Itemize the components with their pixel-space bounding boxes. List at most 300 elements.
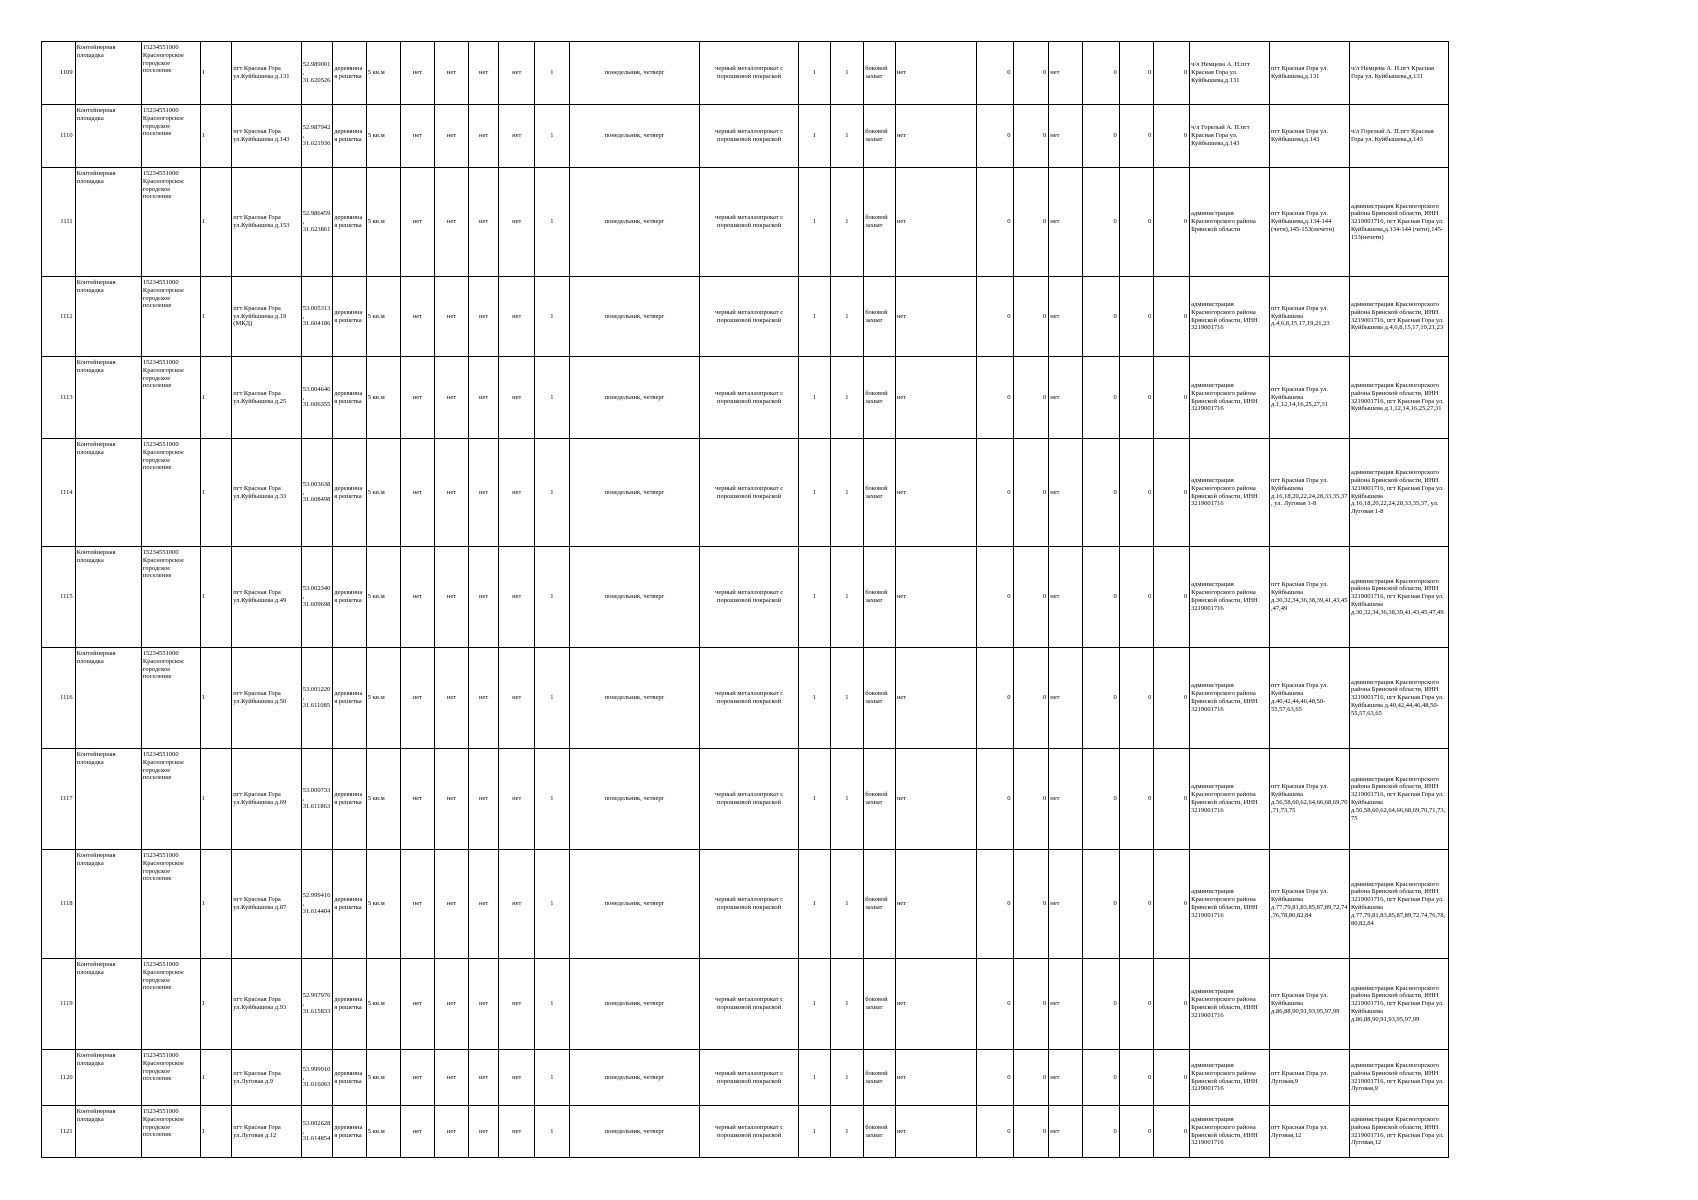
separate-collection-cell: нет	[895, 547, 976, 648]
container-count-cell: 1	[535, 850, 570, 959]
container-count-cell: 1	[535, 1050, 570, 1106]
zero-cell-3: 0	[1082, 357, 1119, 439]
coordinates-cell: 53.005313, 31.604186	[301, 277, 333, 357]
container-volume-cell: 1	[830, 439, 864, 547]
zero-cell-3: 0	[1082, 1050, 1119, 1106]
site-type-cell: Контейнерная площадка	[75, 1106, 141, 1158]
zero-cell-4: 0	[1119, 1106, 1154, 1158]
row-number: 1113	[42, 357, 76, 439]
flag-cell-1: нет	[400, 277, 435, 357]
zero-cell-3: 0	[1082, 105, 1119, 168]
separate-collection-cell: нет	[895, 959, 976, 1050]
collection-schedule-cell: понедельник, четверг	[569, 277, 699, 357]
owner-cell: администрация Красногорского района Брянской области, ИНН 3219001716	[1190, 648, 1270, 749]
coordinates-cell: 52.986459, 31.623861	[301, 168, 333, 277]
separate-collection-cell: нет	[895, 105, 976, 168]
site-type-cell: Контейнерная площадка	[75, 277, 141, 357]
zero-cell-1: 0	[976, 357, 1013, 439]
container-count-cell: 1	[535, 1106, 570, 1158]
row-number: 1109	[42, 42, 76, 105]
flag-cell-2: нет	[435, 959, 469, 1050]
owner-cell: ч/л Немцева А. Н.пгт Красная Гора ул. Куйбышева,д.131	[1190, 42, 1270, 105]
municipality-code-cell: 1	[200, 749, 232, 850]
table-row	[42, 850, 1449, 959]
flag-cell-2: нет	[435, 439, 469, 547]
zero-cell-5: 0	[1154, 1050, 1190, 1106]
zero-cell-3: 0	[1082, 42, 1119, 105]
municipality-cell: 15234551000 Красногорское городское поселение	[141, 547, 200, 648]
container-quantity-cell: 1	[799, 1106, 831, 1158]
flag-cell-3: нет	[468, 168, 498, 277]
capture-type-cell: боковой захват	[864, 168, 896, 277]
flag-cell-3: нет	[468, 1106, 498, 1158]
container-volume-cell: 1	[830, 277, 864, 357]
container-volume-cell: 1	[830, 547, 864, 648]
area-cell: 5 кв.м	[366, 439, 400, 547]
flag-cell-3: нет	[468, 357, 498, 439]
surface-cell: деревянная решетка	[333, 749, 367, 850]
zero-cell-1: 0	[976, 850, 1013, 959]
waste-source-cell: пгт Красная Гора ул. Куйбышева д.86,88,90,91,93,95,97,99	[1270, 959, 1350, 1050]
surface-cell: деревянная решетка	[333, 277, 367, 357]
flag-cell-5: нет	[1049, 749, 1083, 850]
container-material-cell: черный металлопрокат с порошковой покраской	[700, 648, 799, 749]
container-material-cell: черный металлопрокат с порошковой покраской	[700, 749, 799, 850]
zero-cell-2: 0	[1013, 850, 1049, 959]
container-volume-cell: 1	[830, 168, 864, 277]
flag-cell-1: нет	[400, 42, 435, 105]
zero-cell-3: 0	[1082, 648, 1119, 749]
surface-cell: деревянная решетка	[333, 168, 367, 277]
municipality-code-cell: 1	[200, 547, 232, 648]
municipality-code-cell: 1	[200, 168, 232, 277]
zero-cell-4: 0	[1119, 168, 1154, 277]
zero-cell-5: 0	[1154, 168, 1190, 277]
address-cell: пгт Красная Гора ул.Куйбышева д.93	[232, 959, 301, 1050]
municipality-code-cell: 1	[200, 648, 232, 749]
user-cell: ч/л Немцева А. Н.пгт Красная Гора ул. Куйбышева,д.131	[1349, 42, 1448, 105]
container-quantity-cell: 1	[799, 439, 831, 547]
container-count-cell: 1	[535, 749, 570, 850]
container-sites-registry-table	[41, 41, 1449, 1158]
site-type-cell: Контейнерная площадка	[75, 357, 141, 439]
owner-cell: администрация Красногорского района Брянской области, ИНН 3219001716	[1190, 959, 1270, 1050]
flag-cell-2: нет	[435, 168, 469, 277]
municipality-cell: 15234551000 Красногорское городское поселение	[141, 42, 200, 105]
flag-cell-2: нет	[435, 357, 469, 439]
collection-schedule-cell: понедельник, четверг	[569, 959, 699, 1050]
owner-cell: администрация Красногорского района Брянской области, ИНН 3219001716	[1190, 547, 1270, 648]
flag-cell-5: нет	[1049, 277, 1083, 357]
area-cell: 5 кв.м	[366, 357, 400, 439]
owner-cell: администрация Красногорского района Брянской области, ИНН 3219001716	[1190, 277, 1270, 357]
site-type-cell: Контейнерная площадка	[75, 42, 141, 105]
zero-cell-1: 0	[976, 648, 1013, 749]
user-cell: администрация Красногорского района Брянской области, ИНН 3219001716, пгт Красная Гора ул. Куйбышева д.86,88,90,91,93,95,97,99	[1349, 959, 1448, 1050]
flag-cell-4: нет	[499, 42, 535, 105]
collection-schedule-cell: понедельник, четверг	[569, 1106, 699, 1158]
zero-cell-4: 0	[1119, 1050, 1154, 1106]
table-row	[42, 168, 1449, 277]
container-material-cell: черный металлопрокат с порошковой покраской	[700, 277, 799, 357]
municipality-cell: 15234551000 Красногорское городское поселение	[141, 1050, 200, 1106]
table-row	[42, 105, 1449, 168]
capture-type-cell: боковой захват	[864, 357, 896, 439]
container-quantity-cell: 1	[799, 959, 831, 1050]
container-count-cell: 1	[535, 439, 570, 547]
site-type-cell: Контейнерная площадка	[75, 168, 141, 277]
surface-cell: деревянная решетка	[333, 648, 367, 749]
flag-cell-4: нет	[499, 105, 535, 168]
flag-cell-3: нет	[468, 277, 498, 357]
zero-cell-5: 0	[1154, 277, 1190, 357]
container-volume-cell: 1	[830, 42, 864, 105]
container-volume-cell: 1	[830, 749, 864, 850]
row-number: 1115	[42, 547, 76, 648]
zero-cell-2: 0	[1013, 357, 1049, 439]
flag-cell-3: нет	[468, 105, 498, 168]
municipality-code-cell: 1	[200, 277, 232, 357]
municipality-cell: 15234551000 Красногорское городское поселение	[141, 168, 200, 277]
zero-cell-5: 0	[1154, 850, 1190, 959]
container-material-cell: черный металлопрокат с порошковой покраской	[700, 547, 799, 648]
separate-collection-cell: нет	[895, 168, 976, 277]
municipality-code-cell: 1	[200, 1050, 232, 1106]
area-cell: 5 кв.м	[366, 547, 400, 648]
row-number: 1119	[42, 959, 76, 1050]
waste-source-cell: пгт Красная Гора ул. Куйбышева,д.131	[1270, 42, 1350, 105]
coordinates-cell: 53.002628, 31.614854	[301, 1106, 333, 1158]
municipality-code-cell: 1	[200, 1106, 232, 1158]
address-cell: пгт Красная Гора ул.Куйбышева д.69	[232, 749, 301, 850]
container-quantity-cell: 1	[799, 648, 831, 749]
zero-cell-4: 0	[1119, 357, 1154, 439]
flag-cell-1: нет	[400, 357, 435, 439]
zero-cell-1: 0	[976, 42, 1013, 105]
flag-cell-2: нет	[435, 547, 469, 648]
municipality-cell: 15234551000 Красногорское городское поселение	[141, 749, 200, 850]
surface-cell: деревянная решетка	[333, 850, 367, 959]
surface-cell: деревянная решетка	[333, 105, 367, 168]
container-quantity-cell: 1	[799, 1050, 831, 1106]
separate-collection-cell: нет	[895, 42, 976, 105]
flag-cell-3: нет	[468, 439, 498, 547]
separate-collection-cell: нет	[895, 1050, 976, 1106]
flag-cell-2: нет	[435, 1050, 469, 1106]
container-material-cell: черный металлопрокат с порошковой покраской	[700, 439, 799, 547]
separate-collection-cell: нет	[895, 749, 976, 850]
zero-cell-5: 0	[1154, 547, 1190, 648]
area-cell: 5 кв.м	[366, 850, 400, 959]
municipality-cell: 15234551000 Красногорское городское поселение	[141, 105, 200, 168]
municipality-cell: 15234551000 Красногорское городское поселение	[141, 439, 200, 547]
municipality-code-cell: 1	[200, 105, 232, 168]
container-material-cell: черный металлопрокат с порошковой покраской	[700, 105, 799, 168]
address-cell: пгт Красная Гора ул.Куйбышева д.25	[232, 357, 301, 439]
container-count-cell: 1	[535, 42, 570, 105]
user-cell: администрация Красногорского района Брянской области, ИНН 3219001716, пгт Красная Гора ул. Куйбышева д.16,18,20,22,24,28,33,35,37, ул. Луговая 1-8	[1349, 439, 1448, 547]
container-volume-cell: 1	[830, 105, 864, 168]
area-cell: 5 кв.м	[366, 749, 400, 850]
address-cell: пгт Красная Гора ул.Луговая д.12	[232, 1106, 301, 1158]
flag-cell-5: нет	[1049, 105, 1083, 168]
address-cell: пгт Красная Гора ул.Куйбышева д.131	[232, 42, 301, 105]
zero-cell-4: 0	[1119, 547, 1154, 648]
zero-cell-4: 0	[1119, 749, 1154, 850]
flag-cell-3: нет	[468, 547, 498, 648]
zero-cell-3: 0	[1082, 850, 1119, 959]
municipality-cell: 15234551000 Красногорское городское поселение	[141, 357, 200, 439]
surface-cell: деревянная решетка	[333, 439, 367, 547]
zero-cell-2: 0	[1013, 648, 1049, 749]
area-cell: 5 кв.м	[366, 648, 400, 749]
collection-schedule-cell: понедельник, четверг	[569, 168, 699, 277]
container-count-cell: 1	[535, 648, 570, 749]
address-cell: пгт Красная Гора ул.Куйбышева д.49	[232, 547, 301, 648]
capture-type-cell: боковой захват	[864, 42, 896, 105]
container-quantity-cell: 1	[799, 168, 831, 277]
container-quantity-cell: 1	[799, 749, 831, 850]
container-material-cell: черный металлопрокат с порошковой покраской	[700, 1050, 799, 1106]
address-cell: пгт Красная Гора ул.Куйбышева д.33	[232, 439, 301, 547]
separate-collection-cell: нет	[895, 850, 976, 959]
site-type-cell: Контейнерная площадка	[75, 749, 141, 850]
flag-cell-5: нет	[1049, 168, 1083, 277]
collection-schedule-cell: понедельник, четверг	[569, 648, 699, 749]
waste-source-cell: пгт Красная Гора ул. Куйбышева д.40,42,44,46,48,50-55,57,63,65	[1270, 648, 1350, 749]
container-count-cell: 1	[535, 277, 570, 357]
coordinates-cell: 53.999910, 31.616063	[301, 1050, 333, 1106]
flag-cell-4: нет	[499, 850, 535, 959]
site-type-cell: Контейнерная площадка	[75, 105, 141, 168]
flag-cell-2: нет	[435, 105, 469, 168]
site-type-cell: Контейнерная площадка	[75, 439, 141, 547]
container-volume-cell: 1	[830, 1106, 864, 1158]
waste-source-cell: пгт Красная Гора ул. Куйбышева,д.143	[1270, 105, 1350, 168]
zero-cell-1: 0	[976, 439, 1013, 547]
separate-collection-cell: нет	[895, 439, 976, 547]
separate-collection-cell: нет	[895, 648, 976, 749]
container-volume-cell: 1	[830, 959, 864, 1050]
zero-cell-2: 0	[1013, 439, 1049, 547]
zero-cell-2: 0	[1013, 42, 1049, 105]
flag-cell-3: нет	[468, 648, 498, 749]
municipality-cell: 15234551000 Красногорское городское поселение	[141, 959, 200, 1050]
collection-schedule-cell: понедельник, четверг	[569, 749, 699, 850]
owner-cell: администрация Красногорского района Брянской области	[1190, 168, 1270, 277]
container-volume-cell: 1	[830, 1050, 864, 1106]
collection-schedule-cell: понедельник, четверг	[569, 1050, 699, 1106]
zero-cell-5: 0	[1154, 105, 1190, 168]
zero-cell-5: 0	[1154, 648, 1190, 749]
container-volume-cell: 1	[830, 357, 864, 439]
container-count-cell: 1	[535, 547, 570, 648]
flag-cell-1: нет	[400, 1106, 435, 1158]
collection-schedule-cell: понедельник, четверг	[569, 850, 699, 959]
zero-cell-2: 0	[1013, 749, 1049, 850]
container-quantity-cell: 1	[799, 105, 831, 168]
flag-cell-1: нет	[400, 105, 435, 168]
surface-cell: деревянная решетка	[333, 42, 367, 105]
flag-cell-5: нет	[1049, 1106, 1083, 1158]
container-count-cell: 1	[535, 357, 570, 439]
zero-cell-3: 0	[1082, 277, 1119, 357]
flag-cell-1: нет	[400, 1050, 435, 1106]
flag-cell-5: нет	[1049, 850, 1083, 959]
coordinates-cell: 53.004646, 31.606355	[301, 357, 333, 439]
container-volume-cell: 1	[830, 850, 864, 959]
flag-cell-3: нет	[468, 42, 498, 105]
waste-source-cell: пгт Красная Гора ул. Куйбышева д.56,58,60,62,64,66,68,69,70,71,73,75	[1270, 749, 1350, 850]
zero-cell-4: 0	[1119, 42, 1154, 105]
user-cell: администрация Красногорского района Брянской области, ИНН 3219001716, пгт Красная Гора ул. Куйбышева,д.134-144 (четн),145-153(нечетн)	[1349, 168, 1448, 277]
area-cell: 5 кв.м	[366, 1050, 400, 1106]
table-row	[42, 277, 1449, 357]
capture-type-cell: боковой захват	[864, 105, 896, 168]
zero-cell-4: 0	[1119, 105, 1154, 168]
user-cell: администрация Красногорского района Брянской области, ИНН 3219001716, пгт Красная Гора ул. Куйбышева д.1,12,14,16,25,27,31	[1349, 357, 1448, 439]
area-cell: 5 кв.м	[366, 42, 400, 105]
waste-source-cell: пгт Красная Гора ул. Куйбышева д.30,32,34,36,38,39,41,43,45,47,49	[1270, 547, 1350, 648]
flag-cell-2: нет	[435, 277, 469, 357]
flag-cell-4: нет	[499, 1050, 535, 1106]
container-material-cell: черный металлопрокат с порошковой покраской	[700, 959, 799, 1050]
zero-cell-4: 0	[1119, 648, 1154, 749]
capture-type-cell: боковой захват	[864, 439, 896, 547]
capture-type-cell: боковой захват	[864, 749, 896, 850]
flag-cell-4: нет	[499, 277, 535, 357]
user-cell: администрация Красногорского района Брянской области, ИНН 3219001716, пгт Красная Гора ул. Луговая,9	[1349, 1050, 1448, 1106]
coordinates-cell: 53.000733, 31.611863	[301, 749, 333, 850]
flag-cell-2: нет	[435, 648, 469, 749]
owner-cell: администрация Красногорского района Брянской области, ИНН 3219001716	[1190, 1106, 1270, 1158]
owner-cell: администрация Красногорского района Брянской области, ИНН 3219001716	[1190, 850, 1270, 959]
flag-cell-2: нет	[435, 850, 469, 959]
site-type-cell: Контейнерная площадка	[75, 1050, 141, 1106]
waste-source-cell: пгт Красная Гора ул. Куйбышева,д.134-144 (четн),145-153(нечетн)	[1270, 168, 1350, 277]
area-cell: 5 кв.м	[366, 277, 400, 357]
zero-cell-3: 0	[1082, 1106, 1119, 1158]
owner-cell: администрация Красногорского района Брянской области, ИНН 3219001716	[1190, 1050, 1270, 1106]
capture-type-cell: боковой захват	[864, 850, 896, 959]
area-cell: 5 кв.м	[366, 959, 400, 1050]
zero-cell-3: 0	[1082, 168, 1119, 277]
coordinates-cell: 52.987942, 31.621936	[301, 105, 333, 168]
area-cell: 5 кв.м	[366, 168, 400, 277]
municipality-code-cell: 1	[200, 850, 232, 959]
flag-cell-3: нет	[468, 959, 498, 1050]
flag-cell-3: нет	[468, 1050, 498, 1106]
address-cell: пгт Красная Гора ул.Куйбышева д.50	[232, 648, 301, 749]
zero-cell-4: 0	[1119, 439, 1154, 547]
container-material-cell: черный металлопрокат с порошковой покраской	[700, 1106, 799, 1158]
separate-collection-cell: нет	[895, 357, 976, 439]
waste-source-cell: пгт Красная Гора ул. Луговая,9	[1270, 1050, 1350, 1106]
flag-cell-5: нет	[1049, 1050, 1083, 1106]
area-cell: 5 кв.м	[366, 105, 400, 168]
municipality-cell: 15234551000 Красногорское городское поселение	[141, 277, 200, 357]
flag-cell-4: нет	[499, 547, 535, 648]
capture-type-cell: боковой захват	[864, 1106, 896, 1158]
container-quantity-cell: 1	[799, 357, 831, 439]
flag-cell-5: нет	[1049, 439, 1083, 547]
surface-cell: деревянная решетка	[333, 357, 367, 439]
zero-cell-2: 0	[1013, 959, 1049, 1050]
zero-cell-1: 0	[976, 547, 1013, 648]
flag-cell-1: нет	[400, 439, 435, 547]
flag-cell-3: нет	[468, 850, 498, 959]
container-material-cell: черный металлопрокат с порошковой покраской	[700, 850, 799, 959]
address-cell: пгт Красная Гора ул.Луговая д.9	[232, 1050, 301, 1106]
zero-cell-5: 0	[1154, 439, 1190, 547]
table-row	[42, 749, 1449, 850]
collection-schedule-cell: понедельник, четверг	[569, 547, 699, 648]
separate-collection-cell: нет	[895, 277, 976, 357]
waste-source-cell: пгт Красная Гора ул. Куйбышева д.16,18,20,22,24,28,33,35,37, ул. Луговая 1-8	[1270, 439, 1350, 547]
table-row	[42, 439, 1449, 547]
surface-cell: деревянная решетка	[333, 1106, 367, 1158]
zero-cell-3: 0	[1082, 439, 1119, 547]
area-cell: 5 кв.м	[366, 1106, 400, 1158]
flag-cell-1: нет	[400, 749, 435, 850]
zero-cell-2: 0	[1013, 547, 1049, 648]
collection-schedule-cell: понедельник, четверг	[569, 357, 699, 439]
municipality-cell: 15234551000 Красногорское городское поселение	[141, 1106, 200, 1158]
table-row	[42, 1106, 1449, 1158]
municipality-code-cell: 1	[200, 959, 232, 1050]
collection-schedule-cell: понедельник, четверг	[569, 42, 699, 105]
table-row	[42, 959, 1449, 1050]
zero-cell-1: 0	[976, 277, 1013, 357]
container-quantity-cell: 1	[799, 850, 831, 959]
surface-cell: деревянная решетка	[333, 1050, 367, 1106]
flag-cell-2: нет	[435, 42, 469, 105]
zero-cell-4: 0	[1119, 850, 1154, 959]
surface-cell: деревянная решетка	[333, 959, 367, 1050]
user-cell: администрация Красногорского района Брянской области, ИНН 3219001716, пгт Красная Гора ул. Куйбышева д.30,32,34,36,38,39,41,43,45,47,49	[1349, 547, 1448, 648]
flag-cell-4: нет	[499, 959, 535, 1050]
municipality-cell: 15234551000 Красногорское городское поселение	[141, 648, 200, 749]
site-type-cell: Контейнерная площадка	[75, 850, 141, 959]
owner-cell: администрация Красногорского района Брянской области, ИНН 3219001716	[1190, 357, 1270, 439]
user-cell: администрация Красногорского района Брянской области, ИНН 3219001716, пгт Красная Гора ул. Куйбышева д.4,6,8,15,17,19,21,23	[1349, 277, 1448, 357]
container-quantity-cell: 1	[799, 547, 831, 648]
container-quantity-cell: 1	[799, 277, 831, 357]
flag-cell-5: нет	[1049, 959, 1083, 1050]
separate-collection-cell: нет	[895, 1106, 976, 1158]
municipality-cell: 15234551000 Красногорское городское поселение	[141, 850, 200, 959]
capture-type-cell: боковой захват	[864, 959, 896, 1050]
container-material-cell: черный металлопрокат с порошковой покраской	[700, 42, 799, 105]
zero-cell-4: 0	[1119, 959, 1154, 1050]
flag-cell-1: нет	[400, 168, 435, 277]
zero-cell-2: 0	[1013, 277, 1049, 357]
address-cell: пгт Красная Гора ул.Куйбышева д.19 (МКД)	[232, 277, 301, 357]
table-row	[42, 547, 1449, 648]
site-type-cell: Контейнерная площадка	[75, 547, 141, 648]
zero-cell-3: 0	[1082, 959, 1119, 1050]
container-material-cell: черный металлопрокат с порошковой покраской	[700, 168, 799, 277]
user-cell: ч/л Горелый А. П.пгт Красная Гора ул. Куйбышева,д.143	[1349, 105, 1448, 168]
row-number: 1111	[42, 168, 76, 277]
row-number: 1121	[42, 1106, 76, 1158]
waste-source-cell: пгт Красная Гора ул. Луговая,12	[1270, 1106, 1350, 1158]
flag-cell-4: нет	[499, 357, 535, 439]
flag-cell-4: нет	[499, 168, 535, 277]
flag-cell-4: нет	[499, 439, 535, 547]
waste-source-cell: пгт Красная Гора ул. Куйбышева д.77,79,81,83,85,87,89,72,74,76,78,80,82,84	[1270, 850, 1350, 959]
zero-cell-2: 0	[1013, 168, 1049, 277]
